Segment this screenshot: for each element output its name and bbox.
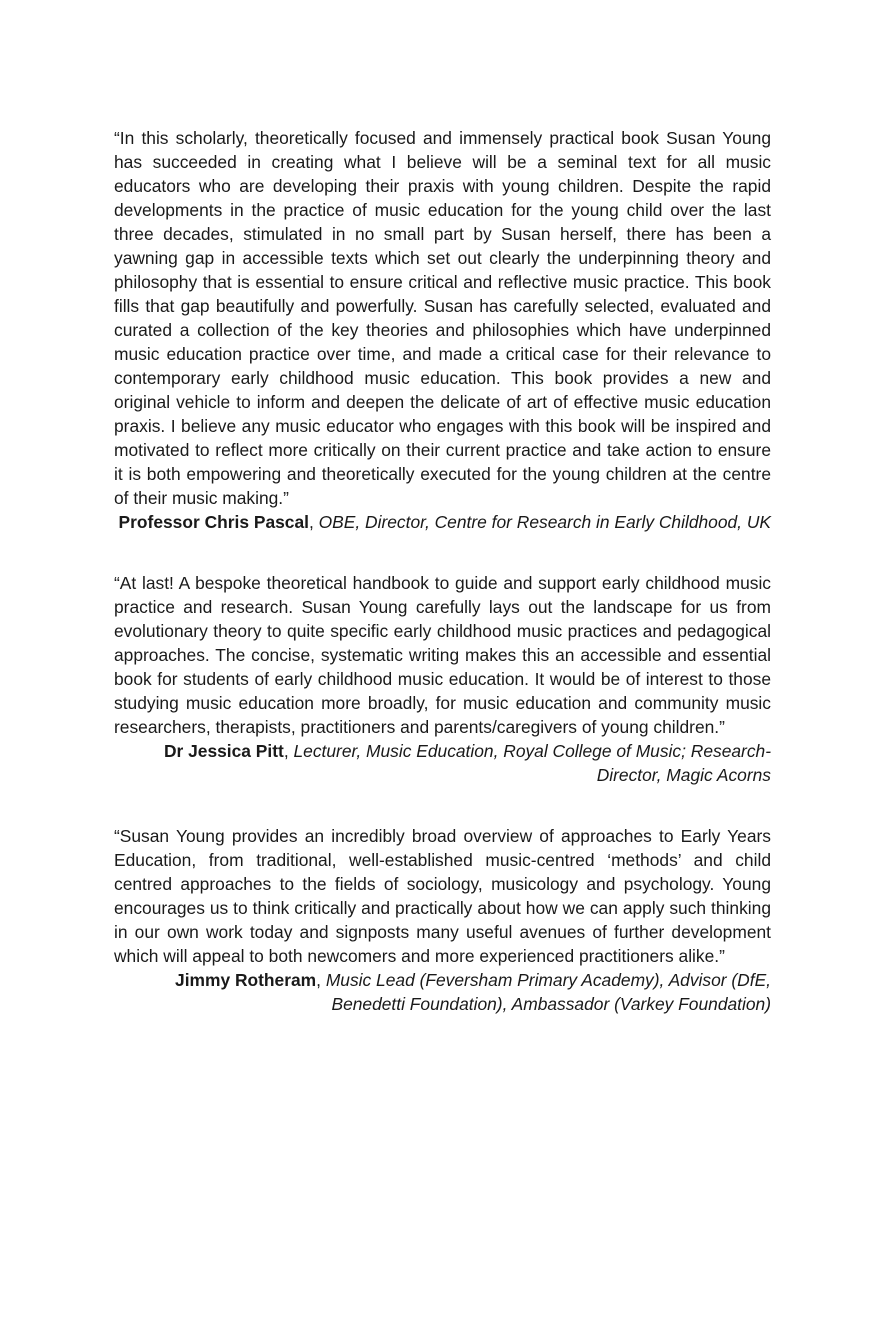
endorsement-2 — [114, 571, 771, 787]
endorsement-quote: “In this scholarly, theoretically focused and immensely practical book Susan Young has succeeded in creating what I believe will be a seminal text for all music educators who are developing their praxis with young children. Despite the rapid developments in the practice of music education for the young child over the last three decades, stimulated in no small part by Susan herself, there has been a yawning gap in accessible texts which set out clearly the underpinning theory and philosophy that is essential to ensure critical and reflective music practice. This book fills that gap beautifully and powerfully. Susan has carefully selected, evaluated and curated a collection of the key theories and philosophies which have underpinned music education practice over time, and made a critical case for their relevance to contemporary early childhood music education. This book provides a new and original vehicle to inform and deepen the delicate of art of effective music education praxis. I believe any music educator who engages with this book will be inspired and motivated to reflect more critically on their current practice and take action to ensure it is both empowering and theoretically executed for the young children at the centre of their music making.” — [114, 128, 771, 508]
endorser-role: Lecturer, Music Education, Royal College of Music; Research-Director, Magic Acorns — [293, 741, 771, 785]
endorser-name: Dr Jessica Pitt — [163, 741, 284, 761]
endorsements-page — [114, 126, 771, 1053]
endorsement-1 — [114, 126, 771, 534]
endorsement-quote: “At last! A bespoke theoretical handbook to guide and support early childhood music practice and research. Susan Young carefully lays out the landscape for us from evolutionary theory to quite specific early childhood music practices and pedagogical approaches. The concise, systematic writing makes this an accessible and essential book for students of early childhood music education. It would be of interest to those studying music education more broadly, for music education and community music researchers, therapists, practitioners and parents/caregivers of young children.” — [114, 573, 771, 737]
endorser-name: Jimmy Rotheram — [175, 970, 317, 990]
endorser-role: Music Lead (Feversham Primary Academy), Advisor (DfE, Benedetti Foundation), Ambassador (Varkey Foundation) — [325, 970, 771, 1014]
endorsement-attribution: Dr Jessica Pitt, Lecturer, Music Education, Royal College of Music; Research-Director, Magic Acorns — [163, 741, 771, 785]
endorsement-attribution: Professor Chris Pascal, OBE, Director, Centre for Research in Early Childhood, UK — [118, 512, 771, 532]
endorser-name: Professor Chris Pascal — [118, 512, 309, 532]
endorser-role: OBE, Director, Centre for Research in Early Childhood, UK — [318, 512, 771, 532]
endorsement-3 — [114, 824, 771, 1016]
endorsement-attribution: Jimmy Rotheram, Music Lead (Feversham Primary Academy), Advisor (DfE, Benedetti Foundation), Ambassador (Varkey Foundation) — [175, 970, 771, 1014]
endorsement-quote: “Susan Young provides an incredibly broad overview of approaches to Early Years Education, from traditional, well-established music-centred ‘methods’ and child centred approaches to the fields of sociology, musicology and psychology. Young encourages us to think critically and practically about how we can apply such thinking in our own work today and signposts many useful avenues of further development which will appeal to both newcomers and more experienced practitioners alike.” — [114, 826, 771, 966]
